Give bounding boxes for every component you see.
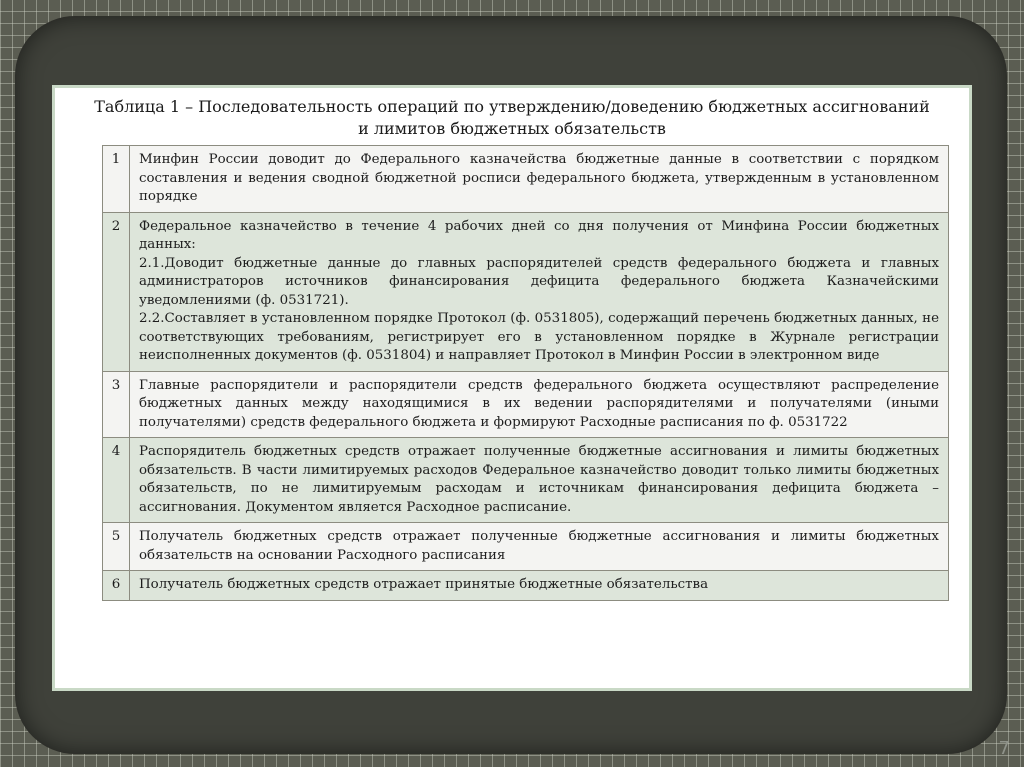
row-paragraph: Главные распорядители и распорядители средств федерального бюджета осуществляют распределение бюджетных данных между находящимися в их ведении распорядителями и получателями (иными получателями) средств федерального бюджета и формируют Расходные расписания по ф. 0531722	[139, 377, 939, 430]
table-row	[103, 571, 949, 601]
table-title	[55, 96, 969, 140]
row-text	[130, 571, 949, 601]
row-text	[130, 371, 949, 438]
row-paragraph: Минфин России доводит до Федерального казначейства бюджетные данные в соответствии с порядком составления и ведения сводной бюджетной росписи федерального бюджета, утвержденным в установленном порядке	[139, 152, 939, 204]
row-text	[130, 146, 949, 213]
row-number: 2	[103, 212, 130, 371]
operations-table	[102, 145, 949, 601]
row-paragraph: 2.1.Доводит бюджетные данные до главных распорядителей средств федерального бюджета и главных администраторов источников финансирования дефицита федерального бюджета Казначейскими уведомлениями (ф. 0531721).	[139, 255, 939, 308]
table-title-line-1: Таблица 1 – Последовательность операций по утверждению/доведению бюджетных ассигнований	[94, 97, 930, 116]
table-row	[103, 438, 949, 523]
row-text	[130, 438, 949, 523]
row-number: 3	[103, 371, 130, 438]
row-number: 1	[103, 146, 130, 213]
page-number: 7	[998, 738, 1010, 759]
row-text	[130, 212, 949, 371]
row-number: 4	[103, 438, 130, 523]
row-number: 5	[103, 523, 130, 571]
table-row	[103, 371, 949, 438]
row-paragraph: Федеральное казначейство в течение 4 рабочих дней со дня получения от Минфина России бюджетных данных:	[139, 218, 939, 252]
row-paragraph: Получатель бюджетных средств отражает полученные бюджетные ассигнования и лимиты бюджетных обязательств на основании Расходного расписания	[139, 529, 939, 563]
row-paragraph: 2.2.Составляет в установленном порядке Протокол (ф. 0531805), содержащий перечень бюджетных данных, не соответствующих требованиям, регистрирует его в установленном порядке в Журнале регистрации неисполненных документов (ф. 0531804) и направляет Протокол в Минфин России в электронном виде	[139, 311, 939, 363]
row-paragraph: Распорядитель бюджетных средств отражает полученные бюджетные ассигнования и лимиты бюджетных обязательств. В части лимитируемых расходов Федеральное казначейство доводит только лимиты бюджетных обязательств, по не лимитируемым расходам и источникам финансирования дефицита бюджета – ассигнования. Документом является Расходное расписание.	[139, 444, 939, 515]
row-paragraph: Получатель бюджетных средств отражает принятые бюджетные обязательства	[139, 577, 709, 592]
content-panel	[52, 85, 972, 691]
table-row	[103, 146, 949, 213]
row-text	[130, 523, 949, 571]
table-row	[103, 212, 949, 371]
table-title-line-2: и лимитов бюджетных обязательств	[358, 119, 666, 138]
row-number: 6	[103, 571, 130, 601]
table-row	[103, 523, 949, 571]
